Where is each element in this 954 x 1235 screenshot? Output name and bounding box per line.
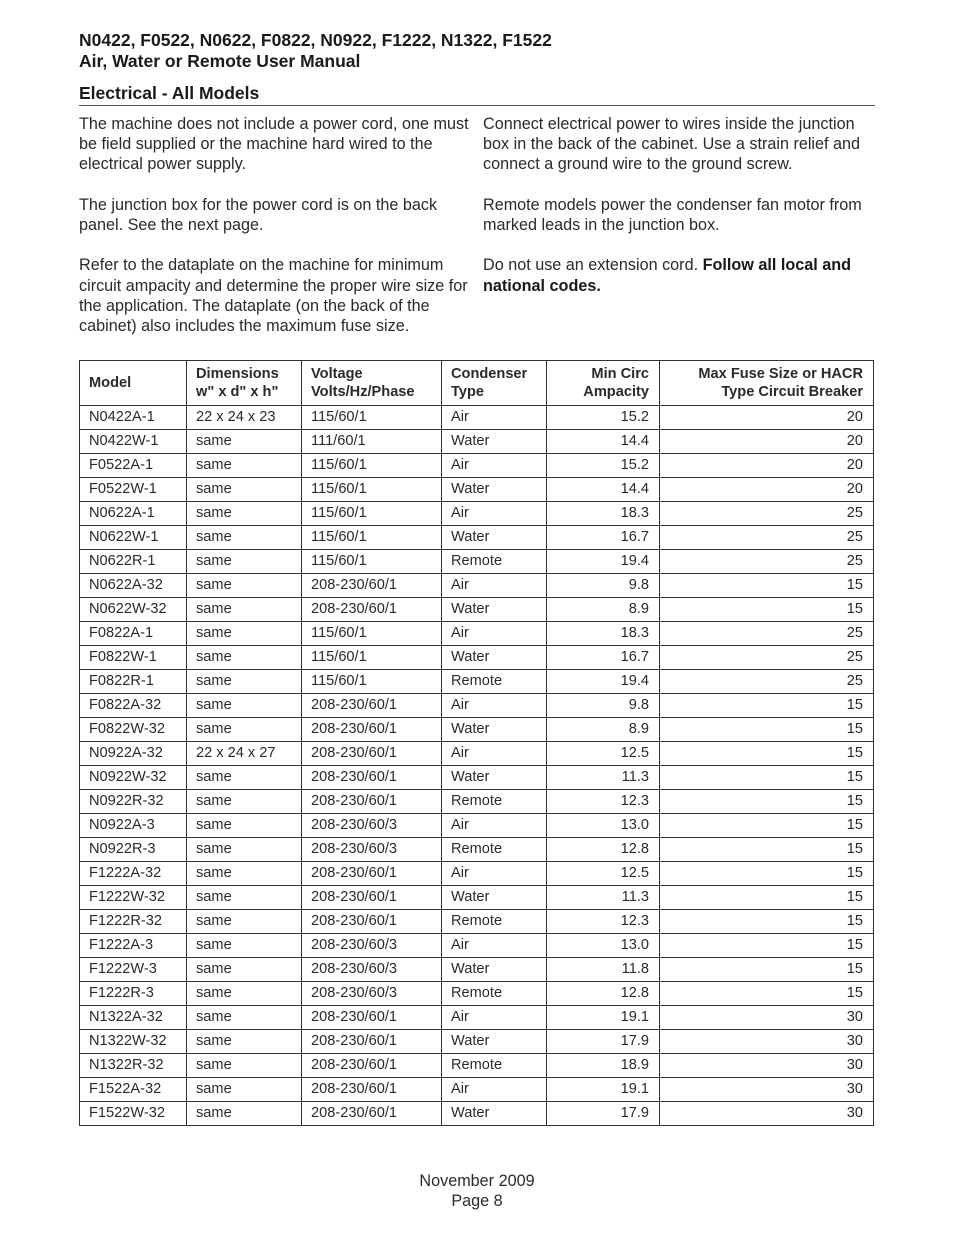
cell-voltage: 208-230/60/1 [302,598,442,622]
cell-dimensions: same [187,838,302,862]
cell-condenser-type: Air [442,694,547,718]
cell-model: N0922R-32 [80,790,187,814]
cell-model: N0922A-3 [80,814,187,838]
table-row [80,1006,874,1030]
codes-warning: Follow all local and national codes. [483,256,851,295]
cell-model: N0622W-32 [80,598,187,622]
cell-min-ampacity: 12.8 [547,838,660,862]
header-condenser-line2: Type [451,384,484,400]
cell-condenser-type: Air [442,622,547,646]
cell-dimensions: same [187,694,302,718]
cell-model: F0522W-1 [80,478,187,502]
cell-dimensions: same [187,478,302,502]
header-max-fuse-line2: Type Circuit Breaker [721,384,863,400]
header-voltage-line1: Voltage [311,366,363,382]
cell-condenser-type: Remote [442,1054,547,1078]
cell-min-ampacity: 19.4 [547,550,660,574]
table-row [80,838,874,862]
cell-min-ampacity: 13.0 [547,814,660,838]
cell-max-fuse: 30 [660,1102,874,1126]
section-title: Electrical - All Models [79,83,875,106]
cell-max-fuse: 25 [660,670,874,694]
cell-condenser-type: Water [442,478,547,502]
table-row [80,1078,874,1102]
cell-voltage: 115/60/1 [302,646,442,670]
cell-voltage: 208-230/60/3 [302,814,442,838]
cell-max-fuse: 15 [660,766,874,790]
cell-dimensions: same [187,646,302,670]
electrical-spec-table [79,360,874,1126]
cell-max-fuse: 20 [660,478,874,502]
cell-max-fuse: 20 [660,406,874,430]
cell-model: N0622A-32 [80,574,187,598]
cell-condenser-type: Water [442,958,547,982]
cell-dimensions: same [187,766,302,790]
cell-dimensions: same [187,574,302,598]
cell-dimensions: same [187,622,302,646]
cell-voltage: 115/60/1 [302,454,442,478]
header-dimensions-line2: w" x d" x h" [196,384,279,400]
page-number: Page 8 [451,1192,503,1210]
table-row [80,1030,874,1054]
cell-min-ampacity: 18.9 [547,1054,660,1078]
cell-dimensions: same [187,814,302,838]
cell-voltage: 208-230/60/1 [302,766,442,790]
cell-model: F0822W-1 [80,646,187,670]
document-header [79,30,552,72]
cell-condenser-type: Air [442,742,547,766]
cell-model: N0622R-1 [80,550,187,574]
cell-min-ampacity: 12.8 [547,982,660,1006]
cell-condenser-type: Air [442,1078,547,1102]
cell-max-fuse: 15 [660,862,874,886]
cell-voltage: 115/60/1 [302,622,442,646]
cell-condenser-type: Remote [442,790,547,814]
cell-voltage: 115/60/1 [302,502,442,526]
cell-min-ampacity: 12.5 [547,742,660,766]
header-condenser-line1: Condenser [451,366,528,382]
cell-max-fuse: 15 [660,838,874,862]
cell-model: N0922A-32 [80,742,187,766]
cell-model: N0422W-1 [80,430,187,454]
table-row [80,598,874,622]
cell-max-fuse: 15 [660,790,874,814]
cell-model: N0922W-32 [80,766,187,790]
cell-max-fuse: 25 [660,502,874,526]
cell-max-fuse: 30 [660,1054,874,1078]
cell-dimensions: same [187,454,302,478]
cell-voltage: 208-230/60/3 [302,958,442,982]
cell-voltage: 208-230/60/3 [302,982,442,1006]
cell-min-ampacity: 11.3 [547,766,660,790]
header-condenser [442,361,547,406]
cell-min-ampacity: 11.8 [547,958,660,982]
cell-model: F0822A-1 [80,622,187,646]
cell-condenser-type: Air [442,574,547,598]
cell-condenser-type: Water [442,1102,547,1126]
cell-voltage: 208-230/60/3 [302,838,442,862]
right-text-column [483,114,878,316]
table-row [80,886,874,910]
header-voltage-line2: Volts/Hz/Phase [311,384,415,400]
cell-voltage: 208-230/60/1 [302,1006,442,1030]
cell-min-ampacity: 9.8 [547,574,660,598]
table-body [80,406,874,1126]
cell-condenser-type: Remote [442,982,547,1006]
table-row [80,814,874,838]
table-row [80,430,874,454]
cell-model: N0422A-1 [80,406,187,430]
header-models-line: N0422, F0522, N0622, F0822, N0922, F1222, N1322, F1522 [79,30,552,50]
table-row [80,1102,874,1126]
cell-condenser-type: Remote [442,670,547,694]
cell-dimensions: same [187,598,302,622]
table-row [80,454,874,478]
cell-voltage: 208-230/60/1 [302,574,442,598]
cell-voltage: 208-230/60/3 [302,934,442,958]
footer-date: November 2009 [419,1172,535,1190]
cell-max-fuse: 15 [660,694,874,718]
cell-condenser-type: Water [442,430,547,454]
cell-model: N0622W-1 [80,526,187,550]
cell-voltage: 208-230/60/1 [302,1054,442,1078]
cell-min-ampacity: 8.9 [547,598,660,622]
cell-dimensions: same [187,886,302,910]
cell-model: F1222R-3 [80,982,187,1006]
cell-dimensions: 22 x 24 x 23 [187,406,302,430]
cell-voltage: 208-230/60/1 [302,1078,442,1102]
cell-voltage: 208-230/60/1 [302,742,442,766]
cell-model: F0822R-1 [80,670,187,694]
cell-condenser-type: Water [442,1030,547,1054]
table-row [80,958,874,982]
cell-min-ampacity: 18.3 [547,502,660,526]
table-row [80,694,874,718]
cell-min-ampacity: 19.1 [547,1006,660,1030]
cell-dimensions: 22 x 24 x 27 [187,742,302,766]
cell-min-ampacity: 9.8 [547,694,660,718]
cell-model: F1222W-3 [80,958,187,982]
table-row [80,742,874,766]
cell-min-ampacity: 16.7 [547,526,660,550]
cell-voltage: 208-230/60/1 [302,790,442,814]
cell-voltage: 208-230/60/1 [302,910,442,934]
cell-min-ampacity: 19.4 [547,670,660,694]
cell-condenser-type: Water [442,646,547,670]
cell-model: F0822W-32 [80,718,187,742]
cell-voltage: 208-230/60/1 [302,694,442,718]
table-row [80,502,874,526]
cell-dimensions: same [187,502,302,526]
cell-dimensions: same [187,430,302,454]
paragraph: The machine does not include a power cord, one must be field supplied or the machine hard wired to the electrical power supply. [79,115,469,174]
cell-voltage: 115/60/1 [302,478,442,502]
cell-condenser-type: Water [442,766,547,790]
cell-dimensions: same [187,958,302,982]
cell-min-ampacity: 19.1 [547,1078,660,1102]
cell-condenser-type: Water [442,526,547,550]
cell-min-ampacity: 8.9 [547,718,660,742]
header-voltage [302,361,442,406]
cell-voltage: 115/60/1 [302,670,442,694]
cell-model: F1222A-3 [80,934,187,958]
cell-voltage: 208-230/60/1 [302,1102,442,1126]
cell-condenser-type: Air [442,814,547,838]
header-ampacity [547,361,660,406]
cell-model: N0922R-3 [80,838,187,862]
extension-cord-text: Do not use an extension cord. [483,256,703,275]
header-dimensions-line1: Dimensions [196,366,279,382]
cell-dimensions: same [187,1102,302,1126]
cell-max-fuse: 30 [660,1030,874,1054]
cell-condenser-type: Air [442,406,547,430]
cell-min-ampacity: 11.3 [547,886,660,910]
cell-max-fuse: 15 [660,598,874,622]
cell-voltage: 115/60/1 [302,550,442,574]
cell-condenser-type: Air [442,934,547,958]
cell-condenser-type: Air [442,454,547,478]
cell-min-ampacity: 13.0 [547,934,660,958]
cell-max-fuse: 30 [660,1006,874,1030]
cell-max-fuse: 20 [660,454,874,478]
cell-voltage: 115/60/1 [302,526,442,550]
cell-min-ampacity: 12.5 [547,862,660,886]
table-row [80,910,874,934]
cell-max-fuse: 15 [660,742,874,766]
cell-dimensions: same [187,526,302,550]
table-row [80,718,874,742]
cell-max-fuse: 15 [660,934,874,958]
cell-model: F0522A-1 [80,454,187,478]
cell-min-ampacity: 15.2 [547,454,660,478]
cell-max-fuse: 15 [660,886,874,910]
table-row [80,1054,874,1078]
cell-dimensions: same [187,670,302,694]
paragraph-codes [483,255,878,295]
cell-min-ampacity: 17.9 [547,1030,660,1054]
cell-dimensions: same [187,1054,302,1078]
cell-min-ampacity: 14.4 [547,430,660,454]
cell-voltage: 208-230/60/1 [302,862,442,886]
table-row [80,982,874,1006]
table-header-row [80,361,874,406]
cell-max-fuse: 15 [660,958,874,982]
cell-dimensions: same [187,1006,302,1030]
cell-max-fuse: 15 [660,718,874,742]
cell-model: F0822A-32 [80,694,187,718]
cell-dimensions: same [187,718,302,742]
cell-dimensions: same [187,982,302,1006]
table-row [80,550,874,574]
cell-max-fuse: 25 [660,550,874,574]
paragraph: Remote models power the condenser fan motor from marked leads in the junction box. [483,195,862,234]
table-row [80,670,874,694]
cell-condenser-type: Remote [442,910,547,934]
cell-max-fuse: 15 [660,910,874,934]
cell-max-fuse: 25 [660,646,874,670]
table-row [80,406,874,430]
cell-condenser-type: Air [442,1006,547,1030]
cell-voltage: 111/60/1 [302,430,442,454]
cell-max-fuse: 15 [660,982,874,1006]
cell-dimensions: same [187,1078,302,1102]
cell-min-ampacity: 15.2 [547,406,660,430]
cell-voltage: 208-230/60/1 [302,718,442,742]
header-ampacity-line1: Min Circ [591,366,649,382]
cell-condenser-type: Water [442,886,547,910]
cell-voltage: 115/60/1 [302,406,442,430]
header-manual-line: Air, Water or Remote User Manual [79,51,361,71]
paragraph: Connect electrical power to wires inside the junction box in the back of the cabinet. Use a strain relief and connect a ground wire to the ground screw. [483,115,861,174]
table-row [80,622,874,646]
cell-model: F1522W-32 [80,1102,187,1126]
header-max-fuse-line1: Max Fuse Size or HACR [698,366,863,382]
cell-condenser-type: Remote [442,550,547,574]
cell-model: F1522A-32 [80,1078,187,1102]
cell-min-ampacity: 18.3 [547,622,660,646]
cell-max-fuse: 30 [660,1078,874,1102]
cell-max-fuse: 20 [660,430,874,454]
cell-condenser-type: Air [442,862,547,886]
table-row [80,478,874,502]
table-row [80,574,874,598]
page-footer [0,1171,954,1211]
cell-dimensions: same [187,910,302,934]
cell-min-ampacity: 17.9 [547,1102,660,1126]
cell-model: N1322A-32 [80,1006,187,1030]
cell-model: N1322R-32 [80,1054,187,1078]
cell-max-fuse: 15 [660,814,874,838]
cell-min-ampacity: 14.4 [547,478,660,502]
header-ampacity-line2: Ampacity [583,384,649,400]
paragraph: The junction box for the power cord is on the back panel. See the next page. [79,195,438,234]
table-row [80,766,874,790]
cell-model: N1322W-32 [80,1030,187,1054]
cell-max-fuse: 15 [660,574,874,598]
cell-model: F1222R-32 [80,910,187,934]
header-dimensions [187,361,302,406]
table-row [80,790,874,814]
cell-max-fuse: 25 [660,526,874,550]
table-row [80,862,874,886]
cell-condenser-type: Remote [442,838,547,862]
header-max-fuse [660,361,874,406]
cell-condenser-type: Water [442,598,547,622]
left-text-column [79,114,471,356]
cell-model: N0622A-1 [80,502,187,526]
table-row [80,934,874,958]
cell-min-ampacity: 16.7 [547,646,660,670]
cell-dimensions: same [187,1030,302,1054]
cell-voltage: 208-230/60/1 [302,1030,442,1054]
cell-model: F1222A-32 [80,862,187,886]
cell-condenser-type: Water [442,718,547,742]
table-row [80,526,874,550]
cell-voltage: 208-230/60/1 [302,886,442,910]
cell-dimensions: same [187,550,302,574]
paragraph: Refer to the dataplate on the machine for minimum circuit ampacity and determine the proper wire size for the application. The dataplate (on the back of the cabinet) also includes the maximum fuse size. [79,256,468,335]
table-row [80,646,874,670]
cell-dimensions: same [187,862,302,886]
cell-dimensions: same [187,790,302,814]
header-model: Model [80,361,187,406]
cell-max-fuse: 25 [660,622,874,646]
cell-condenser-type: Air [442,502,547,526]
cell-dimensions: same [187,934,302,958]
cell-min-ampacity: 12.3 [547,910,660,934]
cell-min-ampacity: 12.3 [547,790,660,814]
cell-model: F1222W-32 [80,886,187,910]
